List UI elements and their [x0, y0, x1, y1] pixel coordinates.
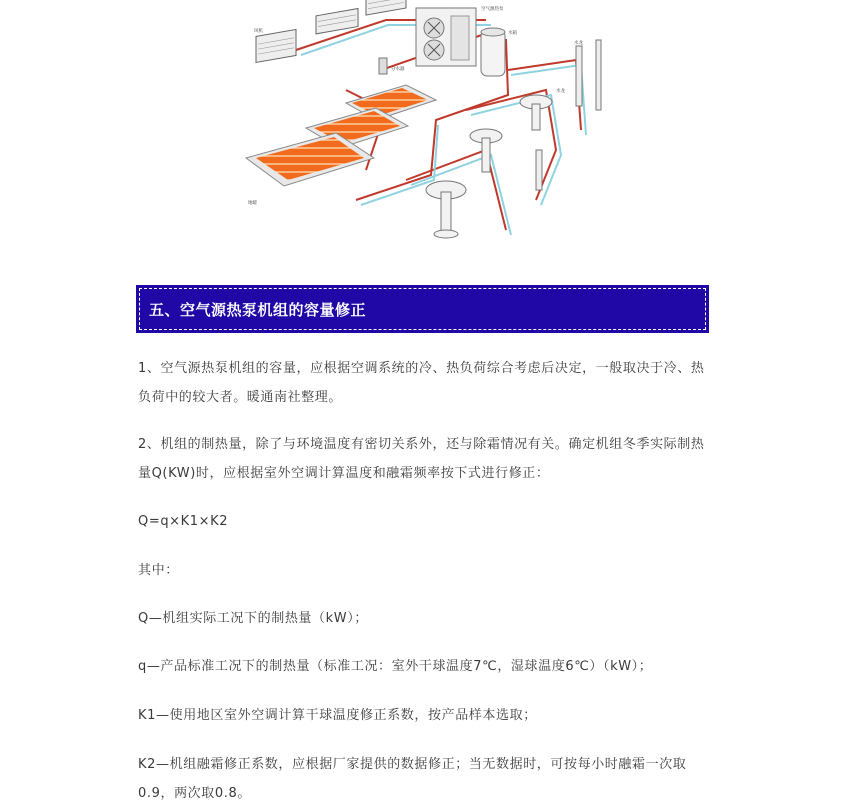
section-header-border — [139, 288, 706, 330]
definition-Q: Q—机组实际工况下的制热量（kW）； — [138, 611, 368, 626]
shower-faucets — [536, 40, 601, 190]
label-water-tank: 水箱 — [508, 31, 517, 36]
heat-pump-unit — [416, 8, 476, 66]
heat-pump-system-diagram — [236, 0, 622, 262]
paragraph-where: 其中： — [138, 563, 179, 578]
label-fan-coil: 风机 — [254, 29, 263, 34]
definition-K2: K2—机组融霜修正系数，应根据厂家提供的数据修正；当无数据时，可按每小时融霜一次取0.9，两次取0.8。 — [138, 757, 687, 801]
floor-heating-panels — [246, 85, 436, 186]
section-header — [136, 285, 709, 333]
paragraph-heating-correction: 2、机组的制热量，除了与环境温度有密切关系外，还与除霜情况有关。确定机组冬季实际制热量Q(KW)时，应根据室外空调计算温度和融霜频率按下式进行修正： — [138, 437, 705, 481]
label-floor: 地暖 — [248, 201, 257, 206]
label-heat-pump: 空气源热泵 — [481, 7, 504, 12]
paragraph-capacity: 1、空气源热泵机组的容量，应根据空调系统的冷、热负荷综合考虑后决定，一般取决于冷、热负荷中的较大者。暖通南社整理。 — [138, 361, 705, 405]
water-divider — [379, 58, 387, 74]
fan-coil-units — [256, 0, 406, 62]
label-basin: 水龙 — [556, 89, 565, 94]
water-tank — [481, 28, 505, 76]
section-title: 五、空气源热泵机组的容量修正 — [149, 300, 367, 319]
formula: Q=q×K1×K2 — [138, 514, 229, 529]
definition-K1: K1—使用地区室外空调计算干球温度修正系数，按产品样本选取； — [138, 708, 537, 723]
definition-q: q—产品标准工况下的制热量（标准工况：室外干球温度7℃，湿球温度6℃）（kW）； — [138, 659, 653, 674]
label-divider: 分水器 — [391, 67, 405, 72]
label-faucet: 水龙 — [574, 41, 583, 46]
